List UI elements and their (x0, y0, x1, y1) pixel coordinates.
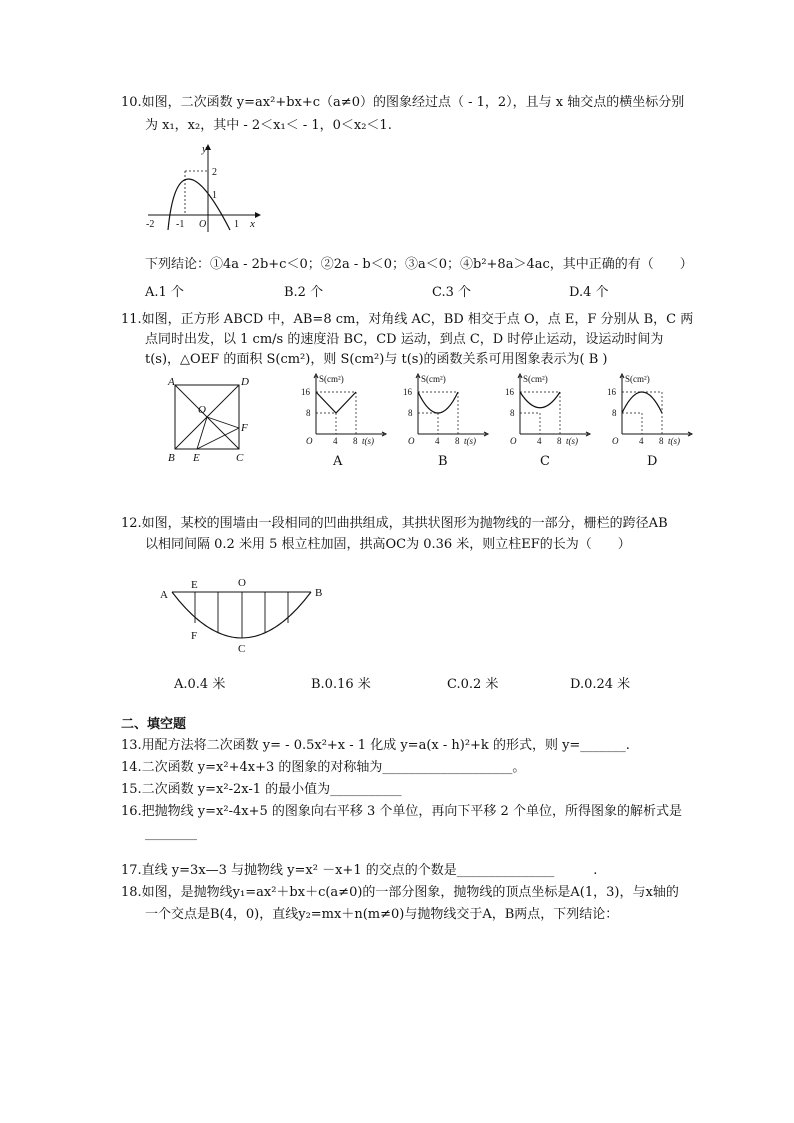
q11-line-1: 11.如图，正方形 ABCD 中，AB=8 cm，对角线 AC，BD 相交于点 O，点 E，F 分别从 B，C 两 (121, 312, 694, 327)
q11-chart-a-tick-t4: 4 (333, 436, 338, 446)
q12-option-a: A.0.4 米 (174, 677, 226, 692)
q11-chart-a-y-label: S(cm²) (319, 374, 344, 384)
q10-conclusions: 下列结论：①4a - 2b+c＜0；②2a - b＜0；③a＜0；④b²+8a＞4ac，其中正确的有（ ） (145, 257, 693, 272)
q12-line-2: 以相同间隔 0.2 米用 5 根立柱加固，拱高OC为 0.36 米，则立柱EF的长为（ ） (145, 537, 631, 552)
q10-option-c: C.3 个 (432, 285, 472, 300)
q11-label-c: C (236, 452, 244, 464)
q12-label-f: F (191, 630, 198, 642)
q11-chart-d-origin: O (612, 436, 619, 446)
q10-x-label: x (250, 218, 255, 230)
q11-chart-c (502, 372, 594, 447)
q11-chart-d-tick-16: 16 (607, 387, 616, 397)
q11-segment-of (207, 417, 239, 428)
q11-line-3: t(s)，△OEF 的面积 S(cm²)，则 S(cm²)与 t(s)的函数关系可用图象表示为( B ) (145, 352, 608, 367)
q11-chart-name-c: C (540, 454, 550, 469)
q10-y-label: y (202, 143, 207, 155)
q11-chart-d-y-label: S(cm²) (625, 374, 650, 384)
q11-chart-a-tick-t8: 8 (353, 436, 358, 446)
q12-option-c: C.0.2 米 (447, 677, 499, 692)
q11-chart-name-b: B (438, 454, 448, 469)
q11-chart-d-tick-t8: 8 (659, 436, 664, 446)
q11-label-f: F (241, 422, 248, 434)
q12-label-a: A (160, 589, 168, 601)
q12-label-c: C (238, 643, 246, 654)
q12-label-o: O (238, 577, 246, 589)
q10-tick-1: 1 (212, 190, 217, 201)
q11-chart-name-a: A (333, 454, 343, 469)
q11-chart-b-x-label: t(s) (464, 436, 476, 446)
q10-origin: O (199, 219, 207, 230)
q11-chart-b-y-label: S(cm²) (421, 374, 446, 384)
q11-chart-c-tick-16: 16 (505, 387, 514, 397)
q12-option-b: B.0.16 米 (311, 677, 371, 692)
q10-tick-neg1: -1 (176, 219, 185, 230)
q10-option-d: D.4 个 (569, 285, 609, 300)
q11-line-2: 点同时出发，以 1 cm/s 的速度沿 BC，CD 运动，到点 C，D 时停止运动，设运动时间为 (145, 332, 664, 347)
q11-chart-c-origin: O (510, 436, 517, 446)
q11-chart-b-origin: O (408, 436, 415, 446)
q11-chart-d-tick-t4: 4 (639, 436, 644, 446)
q11-chart-a-x-label: t(s) (362, 436, 374, 446)
q11-chart-c-tick-t8: 8 (557, 436, 562, 446)
q18-line-2: 一个交点是B(4，0)，直线y₂=mx＋n(m≠0)与抛物线交于A，B两点，下列结论： (145, 907, 619, 922)
q11-chart-c-tick-8: 8 (510, 408, 515, 418)
q10-line-1: 10.如图，二次函数 y=ax²+bx+c（a≠0）的图象经过点（ - 1，2），且与 x 轴交点的横坐标分别 (121, 95, 685, 110)
q11-chart-b-tick-8: 8 (408, 408, 413, 418)
q11-chart-b-tick-t8: 8 (455, 436, 460, 446)
q11-chart-d (604, 372, 696, 447)
q11-square-figure (165, 375, 250, 465)
q12-line-1: 12.如图，某校的围墙由一段相同的凹曲拱组成，其拱状图形为抛物线的一部分，栅栏的跨径AB (121, 516, 668, 531)
q11-label-d: D (241, 376, 249, 388)
q11-chart-a-curve (316, 392, 356, 413)
q11-chart-b-tick-16: 16 (403, 387, 412, 397)
q11-label-a: A (168, 376, 175, 388)
q10-parabola-graph (140, 140, 265, 235)
q11-chart-b (400, 372, 492, 447)
q11-chart-d-curve (622, 392, 662, 413)
q11-chart-b-tick-t4: 4 (435, 436, 440, 446)
q11-chart-a-origin: O (306, 436, 313, 446)
q11-chart-a (298, 372, 390, 447)
q11-chart-name-d: D (647, 454, 658, 469)
q10-tick-neg2: -2 (146, 219, 155, 230)
q11-chart-c-curve (520, 392, 560, 408)
q11-segment-ef (197, 428, 239, 449)
q11-chart-c-tick-t4: 4 (537, 436, 542, 446)
q11-chart-a-tick-16: 16 (301, 387, 310, 397)
q16-line-2: ________ (145, 826, 197, 841)
q11-chart-c-y-label: S(cm²) (523, 374, 548, 384)
q11-label-e: E (193, 452, 200, 464)
q16-line-1: 16.把抛物线 y=x²-4x+5 的图象向右平移 3 个单位，再向下平移 2 个单位，所得图象的解析式是 (121, 804, 682, 819)
q14-text: 14.二次函数 y=x²+4x+3 的图象的对称轴为____________________。 (121, 760, 526, 775)
q11-label-b: B (168, 452, 175, 464)
q11-chart-a-tick-8: 8 (306, 408, 311, 418)
section-2-title: 二、填空题 (121, 717, 187, 732)
q13-text: 13.用配方法将二次函数 y= - 0.5x²+x - 1 化成 y=a(x - h)²+k 的形式，则 y=_______. (121, 738, 630, 753)
q10-option-b: B.2 个 (284, 285, 324, 300)
q10-line-2: 为 x₁，x₂，其中 - 2＜x₁＜ - 1，0＜x₂＜1. (145, 118, 392, 133)
q12-label-e: E (191, 579, 198, 591)
q10-tick-2: 2 (212, 167, 217, 178)
q12-arch-figure (155, 572, 330, 654)
q11-chart-d-x-label: t(s) (668, 436, 680, 446)
q11-chart-d-tick-8: 8 (612, 408, 617, 418)
q10-option-a: A.1 个 (145, 285, 184, 300)
q18-line-1: 18.如图，是抛物线y₁=ax²＋bx＋c(a≠0)的一部分图象，抛物线的顶点坐标是A(1，3)，与x轴的 (121, 885, 679, 900)
q17-text: 17.直线 y=3x—3 与抛物线 y=x² －x+1 的交点的个数是_______________ . (121, 863, 598, 878)
q11-chart-c-x-label: t(s) (566, 436, 578, 446)
q15-text: 15.二次函数 y=x²-2x-1 的最小值为___________ (121, 782, 402, 797)
q11-label-o: O (198, 404, 206, 416)
q12-label-b: B (315, 587, 323, 599)
q11-chart-b-curve (418, 392, 458, 413)
q12-option-d: D.0.24 米 (570, 677, 631, 692)
q10-tick-pos1: 1 (234, 219, 239, 230)
